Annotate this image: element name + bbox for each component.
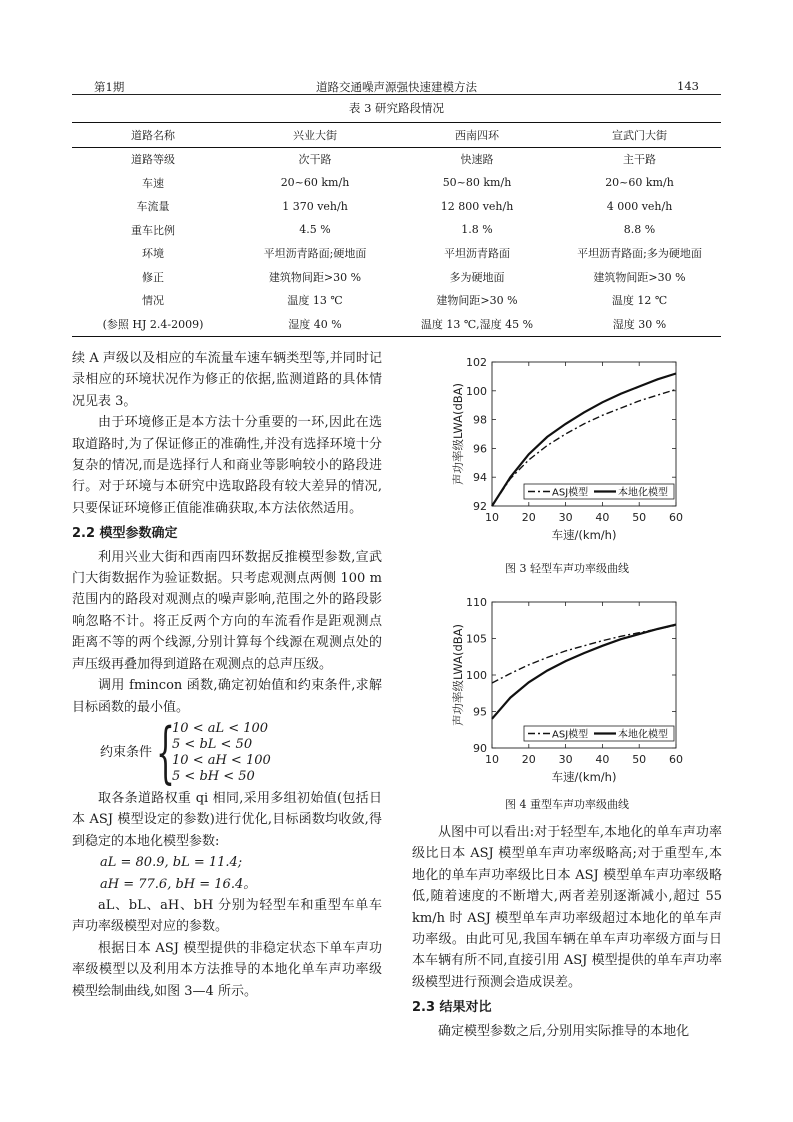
table-row [72,218,721,242]
section-heading-2-2: 2.2 模型参数确定 [72,526,178,542]
param-line: aH = 77.6, bH = 16.4。 [100,876,257,892]
table-cell: 建筑物间距>30 % [268,270,362,284]
table-cell: 湿度 30 % [558,312,721,336]
legend-asj-label: ASJ模型 [552,487,589,499]
running-title: 道路交通噪声源强快速建模方法 [316,80,477,94]
paragraph: 由于环境修正是本方法十分重要的一环,因此在选取道路时,为了保证修正的准确性,并没有选择环境十分复杂的情况,而是选择行人和商业等影响较小的路段进行。对于环境与本研究中选取路段有较大差异的情况,只要保证环境修正值能准确获取,本方法依然适用。 [72,415,382,516]
paragraph: 续 A 声级以及相应的车流量车速车辆类型等,并同时记录相应的环境状况作为修正的依据,监测道路的具体情况见表 3。 [72,351,382,409]
table-header-row [72,123,721,148]
figure-3-caption: 图 3 轻型车声功率级曲线 [505,562,629,575]
table-cell: 多为硬地面 [449,270,505,284]
table-cell: 平坦沥青路面;多为硬地面 [577,247,702,261]
table-row [72,171,721,195]
table-cell: 20~60 km/h [280,176,350,190]
left-column [72,348,382,1002]
x-tick-label: 10 [485,511,499,524]
figure-4-caption: 图 4 重型车声功率级曲线 [505,798,629,811]
y-tick-label: 100 [466,384,487,398]
y-axis-label: 声功率级LWA(dBA) [451,624,465,726]
x-tick-label: 50 [632,753,647,766]
y-tick-label: 94 [473,471,487,485]
paragraph: 根据日本 ASJ 模型提供的非稳定状态下单车声功率级模型以及利用本方法推导的本地化单车声功率级模型绘制曲线,如图 3—4 所示。 [72,940,382,999]
table-cell: 修正 [142,270,164,284]
page-number: 143 [677,79,699,93]
table-cell: 建筑物间距>30 % [593,270,686,284]
table-cell: 湿度 40 % [234,312,396,336]
x-tick-label: 40 [595,511,610,524]
table-cell: 车流量 [136,200,170,214]
constraint: 10 < aH < 100 [172,752,271,768]
table-cell: 主干路 [623,153,656,167]
param-line: aL = 80.9, bL = 11.4; [100,855,243,871]
table-cell: 12 800 veh/h [440,199,514,213]
x-tick-label: 30 [558,511,573,524]
table-caption: 表 3 研究路段情况 [348,101,445,115]
x-axis-label: 车速/(km/h) [551,528,617,542]
legend-asj-label: ASJ模型 [552,729,589,741]
table-row [72,265,721,289]
road-table [72,122,721,337]
x-axis-label: 车速/(km/h) [551,770,617,784]
table-cell: 重车比例 [131,223,175,237]
issue-number: 第1期 [94,80,125,94]
y-tick-label: 90 [473,742,487,755]
constraints-label: 约束条件 [100,745,153,761]
table-cell: 温度 13 ℃ [287,294,343,308]
table-cell: 道路等级 [131,153,175,167]
table-cell: 20~60 km/h [605,176,674,190]
table-cell: (参照 HJ 2.4-2009) [72,312,234,336]
y-tick-label: 98 [473,413,487,427]
paragraph: 从图中可以看出:对于轻型车,本地化的单车声功率级比日本 ASJ 模型单车声功率级略高;对于重型车,本地化的单车声功率级比日本 ASJ 模型单车声功率级略低,随着速度的不断增大,两者差别逐渐减小,超过 55 km/h 时 ASJ 模型单车声功率级超过本地化的单车声功率级。由此可见,我国车辆在单车声功率级方面与日本车辆有所不同,直接引用 ASJ 模型提供的单车声功率级模型进行预测会造成误差。 [412,825,722,990]
x-tick-label: 50 [632,511,647,524]
table-cell: 4.5 % [299,223,331,237]
table-cell: 环境 [142,247,164,261]
table-cell: 情况 [142,294,164,308]
x-tick-label: 10 [485,753,499,766]
table-cell: 温度 12 ℃ [611,294,668,308]
table-cell: 4 000 veh/h [606,199,673,213]
table-cell: 1.8 % [461,223,493,237]
y-tick-label: 105 [466,632,487,646]
col-header: 西南四环 [396,123,558,148]
paragraph: 确定模型参数之后,分别用实际推导的本地化 [438,1023,690,1039]
x-tick-label: 60 [669,753,683,766]
table-row [72,242,721,266]
paragraph: 调用 fmincon 函数,确定初始值和约束条件,求解目标函数的最小值。 [72,678,382,715]
table-cell: 温度 13 ℃,湿度 45 % [396,312,558,336]
legend-local-label: 本地化模型 [618,487,668,499]
paragraph: aL、bL、aH、bH 分别为轻型车和重型车单车声功率级模型对应的参数。 [72,897,382,935]
series-line-local-model [492,625,676,719]
y-tick-label: 95 [473,705,487,719]
table-cell: 车速 [142,176,164,190]
constraint: 5 < bH < 50 [172,769,255,785]
x-tick-label: 20 [521,511,536,524]
y-axis-label: 声功率级LWA(dBA) [451,383,465,485]
table-cell: 8.8 % [623,223,656,237]
x-tick-label: 60 [669,511,683,524]
paragraph: 利用兴业大街和西南四环数据反推模型参数,宣武门大街数据作为验证数据。只考虑观测点两侧 100 m 范围内的路段对观测点的噪声影响,范围之外的路段影响忽略不计。将正反两个方向的车流看作是距观测点距离不等的两个线源,分别计算每个线源在观测点处的声压级再叠加得到道路在观测点的总声压级。 [72,549,382,672]
table-cell: 1 370 veh/h [282,199,348,213]
constraint: 10 < aL < 100 [172,720,269,736]
table-row [72,147,721,171]
figure-4-chart [440,592,690,794]
y-tick-label: 110 [466,596,487,609]
table-cell: 平坦沥青路面 [444,247,510,261]
y-tick-label: 100 [466,669,487,682]
left-brace: { [156,713,175,791]
y-tick-label: 92 [473,500,487,513]
col-header: 兴业大街 [234,123,396,148]
constraint: 5 < bL < 50 [172,736,253,752]
section-heading-2-3: 2.3 结果对比 [412,1000,492,1016]
constraints-block [100,713,382,791]
legend-local-label: 本地化模型 [618,729,668,741]
table-cell: 快速路 [460,153,494,167]
col-header: 道路名称 [72,123,234,148]
table-cell: 50~80 km/h [442,176,512,190]
x-tick-label: 30 [558,753,573,766]
header-rule [72,94,721,95]
y-tick-label: 102 [466,356,487,369]
table-cell: 建物间距>30 % [436,294,518,308]
y-tick-label: 96 [473,442,487,456]
paragraph: 取各条道路权重 qi 相同,采用多组初始值(包括日本 ASJ 模型设定的参数)进行优化,目标函数均收敛,得到稳定的本地化模型参数: [72,790,382,849]
x-tick-label: 40 [595,753,610,766]
x-tick-label: 20 [521,753,536,766]
table-cell: 次干路 [298,153,332,167]
table-row [72,195,721,219]
col-header: 宣武门大街 [558,123,721,148]
figure-3-chart [440,352,690,552]
right-column [412,822,722,1042]
table-row [72,289,721,313]
table-cell: 平坦沥青路面;硬地面 [263,247,367,261]
table-row [72,312,721,336]
